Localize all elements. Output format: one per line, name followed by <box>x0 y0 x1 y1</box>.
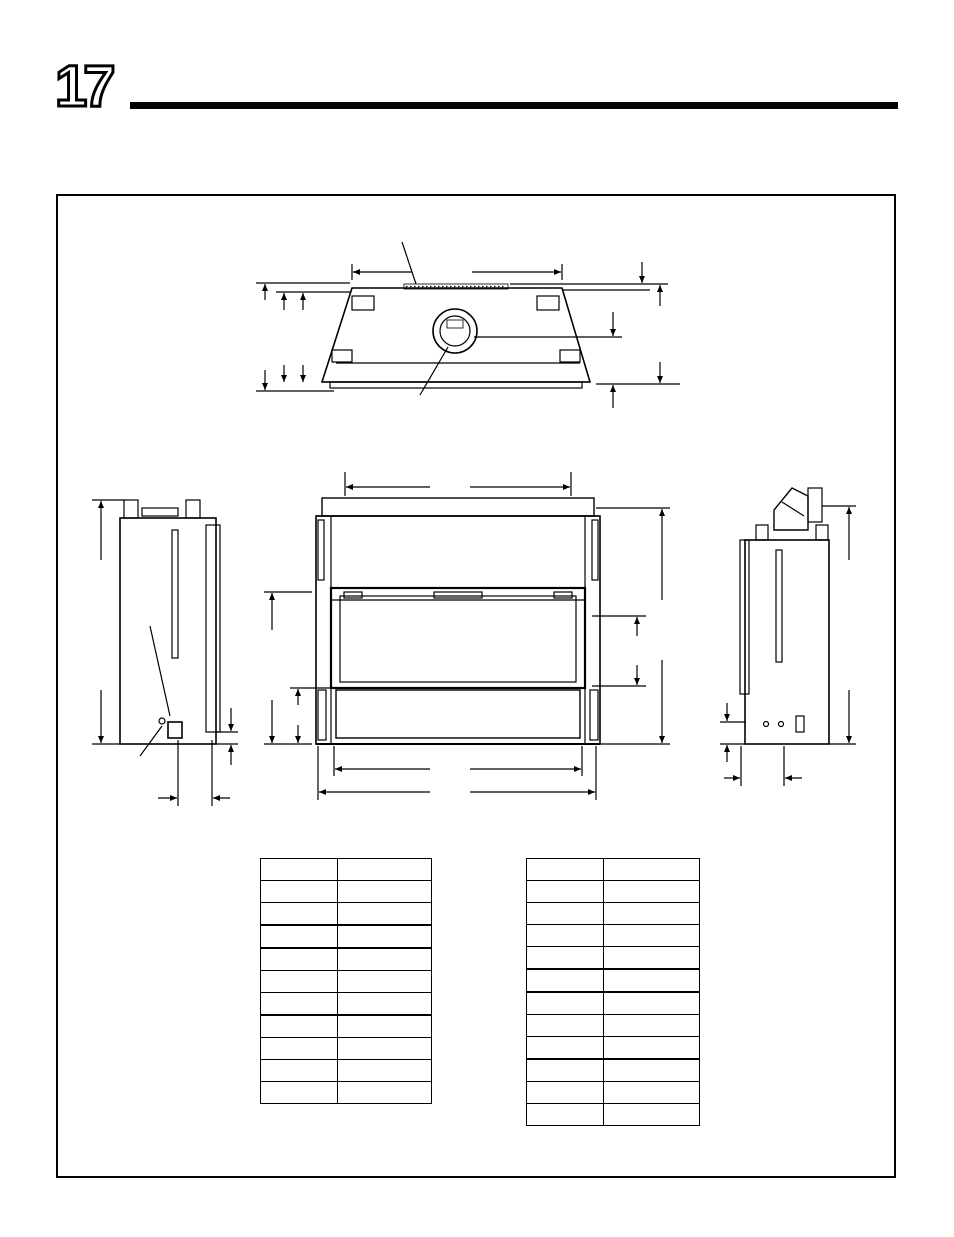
table-row <box>261 971 432 993</box>
table-row <box>261 881 432 903</box>
dimensions-table-left <box>260 858 432 1104</box>
table-row <box>527 859 700 881</box>
left-side-view <box>92 500 238 806</box>
table-row <box>527 1015 700 1037</box>
front-view <box>264 472 670 800</box>
table-row <box>261 859 432 881</box>
table-row <box>527 969 700 992</box>
table-row <box>527 1104 700 1126</box>
table-row <box>261 1082 432 1104</box>
table-row <box>527 992 700 1015</box>
right-side-view <box>720 488 856 786</box>
page-number: 17 <box>55 54 112 119</box>
table-row <box>261 903 432 926</box>
dimensions-table-right <box>526 858 700 1126</box>
table-row <box>527 947 700 970</box>
table-row <box>527 881 700 903</box>
table-row <box>261 1015 432 1038</box>
table-row <box>261 925 432 948</box>
table-row <box>261 1060 432 1082</box>
top-view <box>256 242 680 408</box>
table-row <box>261 948 432 971</box>
table-row <box>261 1038 432 1060</box>
table-row <box>261 993 432 1016</box>
table-row <box>527 1059 700 1082</box>
table-row <box>527 925 700 947</box>
table-row <box>527 1037 700 1060</box>
table-row <box>527 903 700 925</box>
table-row <box>527 1082 700 1104</box>
